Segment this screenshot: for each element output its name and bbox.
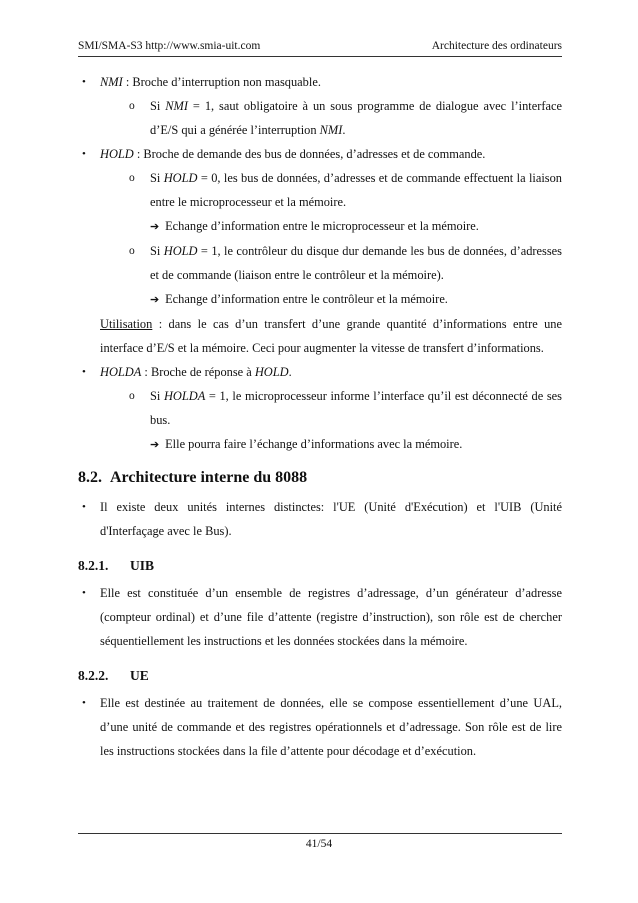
text: Si <box>150 389 164 403</box>
section-number: 8.2.1. <box>78 558 109 573</box>
arrow-right-icon: ➔ <box>150 221 160 233</box>
sub-bullet-hold-1 <box>78 239 562 287</box>
text: = 1, le microprocesseur informe l’interface qu’il est déconnecté de ses bus. <box>150 389 562 427</box>
arrow-right-icon: ➔ <box>150 294 160 306</box>
term-holda: HOLDA <box>163 389 206 403</box>
section-title: UIB <box>130 558 155 573</box>
text: Si <box>150 171 164 185</box>
text: = 0, les bus de données, d’adresses et de commande effectuent la liaison entre le microprocesseur et la mémoire. <box>150 171 562 209</box>
bullet-text: Il existe deux unités internes distinctes: l'UE (Unité d'Exécution) et l'UIB (Unité d'Interfaçage avec le Bus). <box>100 500 562 538</box>
bullet-text: Elle est destinée au traitement de données, elle se compose essentiellement d’une UAL, d’une unité de commande et des registres opérationnels et d’adressage. Son rôle est de lire les instructions stockées dans la file d’attente pour décodage et d’exécution. <box>100 696 562 758</box>
arrow-line-hold-1 <box>78 287 562 312</box>
text: Si <box>150 99 166 113</box>
term-nmi: NMI <box>165 99 188 113</box>
term-holda: HOLDA <box>100 365 142 379</box>
header-right-text: Architecture des ordinateurs <box>431 40 562 52</box>
bullet-8-2-1 <box>78 581 562 653</box>
term-hold: HOLD <box>163 171 198 185</box>
term-hold: HOLD <box>163 244 198 258</box>
bullet-8-2-2 <box>78 691 562 763</box>
text: Si <box>150 244 164 258</box>
term-nmi: NMI <box>319 123 343 137</box>
arrow-text: Elle pourra faire l’échange d’informations avec la mémoire. <box>165 437 463 451</box>
page-content <box>78 70 562 763</box>
usage-paragraph <box>78 312 562 360</box>
term-nmi: NMI <box>100 75 123 89</box>
section-number: 8.2. <box>78 469 102 486</box>
arrow-text: Echange d’information entre le microprocesseur et la mémoire. <box>165 219 479 233</box>
usage-text: : dans le cas d’un transfert d’une grande quantité d’informations entre une interface d’E/S et la mémoire. Ceci pour augmenter la vitesse de transfert d’informations. <box>100 317 562 355</box>
sub-bullet-icon: o <box>129 390 135 402</box>
bullet-icon: • <box>82 501 86 513</box>
bullet-icon: • <box>82 587 86 599</box>
term-hold: HOLD <box>254 365 289 379</box>
arrow-right-icon: ➔ <box>150 439 160 451</box>
hold-description: : Broche de demande des bus de données, d’adresses et de commande. <box>133 147 486 161</box>
section-title: UE <box>130 668 149 683</box>
section-heading-8-2 <box>78 467 562 489</box>
arrow-line-hold-0 <box>78 214 562 239</box>
text: : Broche de réponse à <box>141 365 255 379</box>
bullet-8-2 <box>78 495 562 543</box>
text: = 1, le contrôleur du disque dur demande les bus de données, d’adresses et de commande (liaison entre le contrôleur et la mémoire). <box>150 244 562 282</box>
sub-bullet-nmi-1 <box>78 94 562 142</box>
section-heading-8-2-1 <box>78 555 562 577</box>
sub-bullet-icon: o <box>129 172 135 184</box>
bullet-icon: • <box>82 697 86 709</box>
footer-rule <box>78 833 562 834</box>
page-header <box>78 38 562 57</box>
header-left-text: SMI/SMA-S3 http://www.smia-uit.com <box>78 40 261 52</box>
text: . <box>342 123 346 137</box>
section-title: Architecture interne du 8088 <box>110 469 308 486</box>
page-number: 41/54 <box>305 838 333 850</box>
bullet-icon: • <box>82 148 86 160</box>
sub-bullet-icon: o <box>129 245 135 257</box>
section-heading-8-2-2 <box>78 665 562 687</box>
text: . <box>288 365 292 379</box>
sub-bullet-icon: o <box>129 100 135 112</box>
text: = 1, saut obligatoire à un sous programme de dialogue avec l’interface d’E/S qui a générée l’interruption <box>150 99 562 137</box>
sub-bullet-hold-0 <box>78 166 562 214</box>
bullet-icon: • <box>82 366 86 378</box>
bullet-holda <box>78 360 562 384</box>
sub-bullet-holda-1 <box>78 384 562 432</box>
bullet-nmi <box>78 70 562 94</box>
bullet-text: Elle est constituée d’un ensemble de registres d’adressage, d’un générateur d’adresse (compteur ordinal) et d’une file d’attente (registre d’instruction), son rôle est de chercher séquentiellement les instructions et les données stockées dans la mémoire. <box>100 586 562 648</box>
bullet-icon: • <box>82 76 86 88</box>
arrow-line-holda <box>78 432 562 457</box>
section-number: 8.2.2. <box>78 668 109 683</box>
nmi-description: : Broche d’interruption non masquable. <box>122 75 321 89</box>
term-hold: HOLD <box>100 147 134 161</box>
arrow-text: Echange d’information entre le contrôleur et la mémoire. <box>165 292 448 306</box>
bullet-hold <box>78 142 562 166</box>
usage-label: Utilisation <box>100 317 153 331</box>
